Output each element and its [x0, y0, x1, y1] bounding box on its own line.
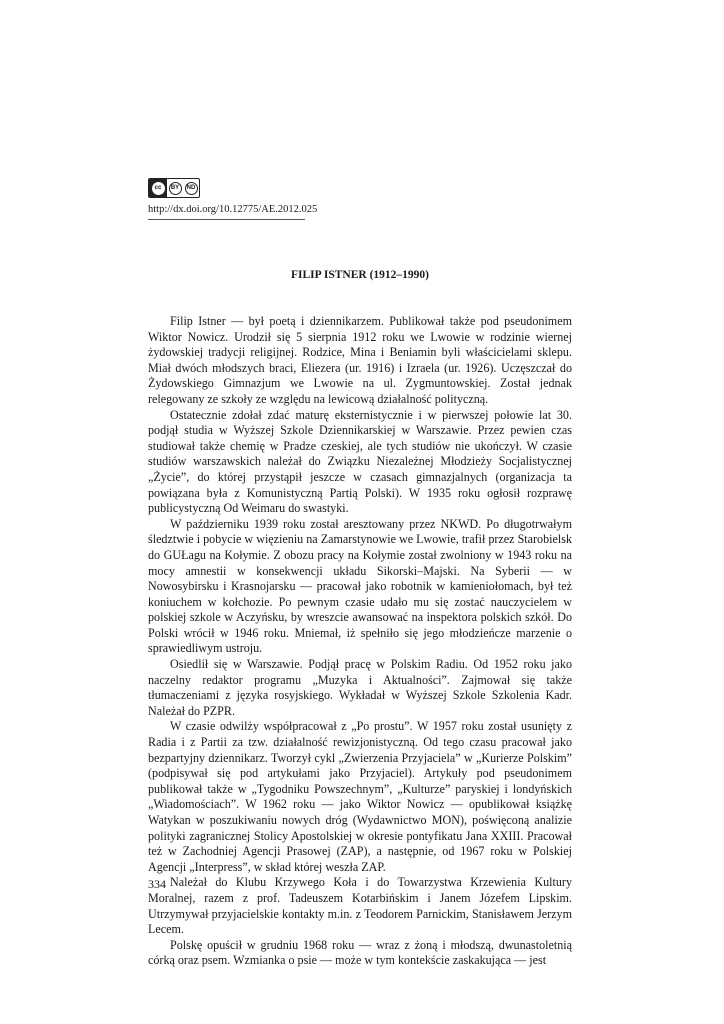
doi-link[interactable]: http://dx.doi.org/10.12775/AE.2012.025 — [148, 204, 318, 215]
by-icon: BY — [169, 182, 182, 195]
paragraph: Osiedlił się w Warszawie. Podjął pracę w Polskim Radiu. Od 1952 roku jako naczelny redaktor programu „Muzyka i Aktualności”. Zajmował się także tłumaczeniami z języka rosyjskiego. Wykładał w Wyższej Szkole Szkolenia Kadr. Należał do PZPR. — [148, 657, 572, 718]
cc-license-badge[interactable] — [148, 178, 200, 198]
article-title: FILIP ISTNER (1912–1990) — [290, 269, 430, 281]
paragraph: Ostatecznie zdołał zdać maturę eksternistycznie i w pierwszej połowie lat 30. podjął studia w Wyższej Szkole Dziennikarskiej w Warszawie. Przez pewien czas studiował także chemię w Pradze czeskiej, ale tych studiów nie ukończył. W czasie studiów warszawskich należał do Związku Niezależnej Młodzieży Socjalistycznej „Życie”, do której przystąpił jeszcze w czasach gimnazjalnych (organizacja ta powiązana była z Komunistyczną Partią Polski). W 1935 roku ogłosił rozprawę publicystyczną Od Weimaru do swastyki. — [148, 407, 572, 516]
header-divider — [148, 219, 305, 220]
paragraph: W czasie odwilży współpracował z „Po prostu”. W 1957 roku został usunięty z Radia i z Partii za tzw. działalność rewizjonistyczną. Od tego czasu pracował jako bezpartyjny dziennikarz. Tworzył cykl „Zwierzenia Przyjaciela” w „Kurierze Polskim” (podpisywał się pod artykułami jako Przyjaciel). Artykuły pod pseudonimem publikował także w „Tygodniku Powszechnym”, „Kulturze” paryskiej i londyńskich „Wiadomościach”. W 1962 roku — jako Wiktor Nowicz — opublikował książkę Watykan w poszukiwaniu nowych dróg (Wydawnictwo MON), poświęconą analizie polityki zagranicznej Stolicy Apostolskiej w okresie pontyfikatu Jana XXIII. Pracował też w Zachodniej Agencji Prasowej (ZAP), a następnie, od 1967 roku w Polskiej Agencji „Interpress”, w skład której weszła ZAP. — [148, 719, 572, 874]
nd-icon: ND — [185, 182, 198, 195]
cc-icon: cc — [149, 179, 167, 197]
page-number: 334 — [148, 877, 166, 891]
paragraph: Filip Istner — był poetą i dziennikarzem. Publikował także pod pseudonimem Wiktor Nowicz. Urodził się 5 sierpnia 1912 roku we Lwowie w rodzinie wiernej żydowskiej tradycji religijnej. Rodzice, Mina i Beniamin byli właścicielami sklepu. Miał dwóch młodszych braci, Eliezera (ur. 1916) i Izraela (ur. 1926). Uczęszczał do Żydowskiego Gimnazjum we Lwowie na ul. Zygmuntowskiej. Został jednak relegowany ze szkoły ze względu na lewicową działalność polityczną. — [148, 314, 572, 406]
article-body — [148, 314, 572, 969]
paragraph: W październiku 1939 roku został aresztowany przez NKWD. Po długotrwałym śledztwie i pobycie w więzieniu na Zamarstynowie we Lwowie, trafił przez Starobielsk do GUŁagu na Kołymie. Z obozu pracy na Kołymie został zwolniony w 1943 roku na mocy amnestii w konsekwencji układu Sikorski–Majski. Na Syberii — w Nowosybirsku i Krasnojarsku — pracował jako robotnik w kamieniołomach, był też koniuchem w kołchozie. Po pewnym czasie udało mu się zostać nauczycielem w polskiej szkole w Aczyńsku, by wreszcie awansować na inspektora polskich szkół. Do Polski wrócił w 1946 roku. Mniemał, iż spełniło się jego młodzieńcze marzenie o sprawiedliwym ustroju. — [148, 516, 572, 656]
paragraph: Należał do Klubu Krzywego Koła i do Towarzystwa Krzewienia Kultury Moralnej, razem z prof. Tadeuszem Kotarbińskim i Janem Józefem Lipskim. Utrzymywał przyjacielskie kontakty m.in. z Teodorem Parnickim, Stanisławem Jerzym Lecem. — [148, 875, 572, 937]
paragraph: Polskę opuścił w grudniu 1968 roku — wraz z żoną i młodszą, dwunastoletnią córką oraz psem. Wzmianka o psie — może w tym kontekście zaskakująca — jest — [148, 937, 572, 968]
